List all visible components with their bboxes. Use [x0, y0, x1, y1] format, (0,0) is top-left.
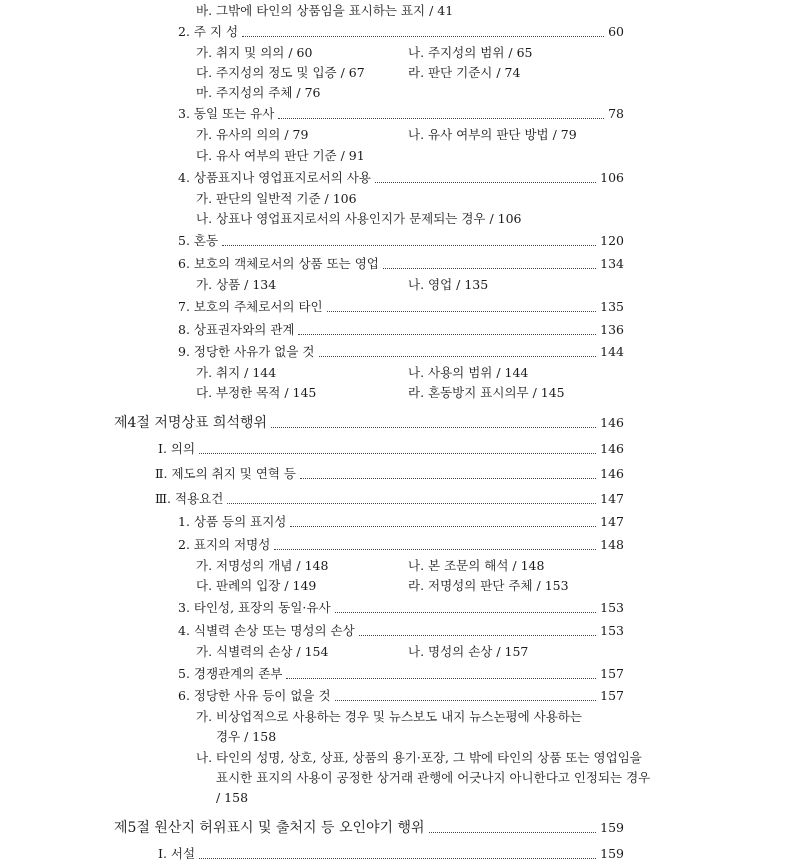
toc-entry-page: 60 — [608, 24, 624, 39]
toc-entry-label: Ⅰ. 서설 — [158, 846, 196, 861]
toc-entry-8[interactable] — [178, 319, 624, 340]
toc-entry-6[interactable] — [178, 253, 624, 274]
toc-entry-roman-3[interactable] — [155, 488, 624, 509]
toc-entry-label: 1. 상품 등의 표지성 — [178, 514, 287, 529]
toc-subitem: 나. 상표나 영업표지로서의 사용인지가 문제되는 경우 / 106 — [196, 211, 522, 226]
toc-entry-7[interactable] — [178, 296, 624, 317]
toc-subitem: 가. 상품 / 134 — [196, 277, 277, 292]
toc-entry-roman-1[interactable] — [158, 438, 624, 459]
toc-entry-4[interactable] — [178, 167, 624, 188]
leader-dots — [242, 35, 604, 37]
toc-subitem-cont: 경우 / 158 — [216, 729, 277, 744]
toc-entry-label: 6. 보호의 객체로서의 상품 또는 영업 — [178, 256, 379, 271]
toc-subitem: 가. 저명성의 개념 / 148 — [196, 558, 329, 573]
toc-entry-label: 9. 정당한 사유가 없을 것 — [178, 344, 315, 359]
toc-subitem: 가. 식별력의 손상 / 154 — [196, 644, 329, 659]
toc-subitem: 나. 타인의 성명, 상호, 상표, 상품의 용기·포장, 그 밖에 타인의 상품 또는 영업임을 — [196, 750, 642, 765]
leader-dots — [290, 525, 596, 527]
toc-subitem: 나. 영업 / 135 — [408, 277, 489, 292]
toc-entry-label: Ⅰ. 의의 — [158, 441, 196, 456]
toc-entry-label: 6. 정당한 사유 등이 없을 것 — [178, 688, 331, 703]
toc-entry-roman-2[interactable] — [155, 463, 624, 484]
toc-entry-label: 4. 상품표지나 영업표지로서의 사용 — [178, 170, 371, 185]
leader-dots — [199, 452, 596, 454]
toc-entry-4-2[interactable] — [178, 534, 624, 555]
toc-section-label: 제4절 저명상표 희석행위 — [114, 415, 268, 431]
toc-entry-label: 5. 경쟁관계의 존부 — [178, 666, 283, 681]
leader-dots — [227, 502, 596, 504]
toc-entry-page: 146 — [600, 466, 624, 481]
leader-dots — [222, 244, 596, 246]
toc-entry-page: 78 — [608, 106, 624, 121]
toc-entry-4-4[interactable] — [178, 620, 624, 641]
toc-subitem: 라. 혼동방지 표시의무 / 145 — [408, 385, 565, 400]
toc-subitem: 나. 본 조문의 해석 / 148 — [408, 558, 545, 573]
toc-entry-9[interactable] — [178, 341, 624, 362]
toc-subitem: 바. 그밖에 타인의 상품임을 표시하는 표지 / 41 — [196, 3, 454, 18]
leader-dots — [383, 267, 596, 269]
toc-entry-4-3[interactable] — [178, 597, 624, 618]
toc-entry-page: 153 — [600, 600, 624, 615]
toc-subitem: 다. 유사 여부의 판단 기준 / 91 — [196, 148, 365, 163]
toc-entry-label: 5. 혼동 — [178, 233, 219, 248]
toc-subitem: 가. 취지 / 144 — [196, 365, 277, 380]
leader-dots — [335, 699, 597, 701]
toc-entry-page: 135 — [600, 299, 624, 314]
toc-section-4[interactable] — [114, 412, 624, 433]
toc-subitem: 가. 판단의 일반적 기준 / 106 — [196, 191, 357, 206]
toc-subitem: 나. 주지성의 범위 / 65 — [408, 45, 533, 60]
leader-dots — [335, 611, 597, 613]
toc-subitem: 가. 유사의 의의 / 79 — [196, 127, 309, 142]
toc-subitem: 라. 판단 기준시 / 74 — [408, 65, 521, 80]
toc-entry-page: 147 — [600, 514, 624, 529]
toc-entry-label: 2. 주 지 성 — [178, 24, 239, 39]
leader-dots — [300, 477, 596, 479]
leader-dots — [286, 677, 596, 679]
toc-entry-label: 8. 상표권자와의 관계 — [178, 322, 295, 337]
leader-dots — [429, 831, 597, 833]
toc-entry-page: 148 — [600, 537, 624, 552]
toc-subitem: 다. 부정한 목적 / 145 — [196, 385, 317, 400]
toc-entry-page: 159 — [600, 846, 624, 861]
toc-subitem: 나. 유사 여부의 판단 방법 / 79 — [408, 127, 577, 142]
toc-entry-page: 159 — [600, 820, 624, 835]
toc-subitem: 나. 명성의 손상 / 157 — [408, 644, 529, 659]
leader-dots — [271, 426, 596, 428]
leader-dots — [274, 548, 596, 550]
toc-entry-page: 144 — [600, 344, 624, 359]
toc-entry-page: 157 — [600, 666, 624, 681]
toc-section-label: 제5절 원산지 허위표시 및 출처지 등 오인야기 행위 — [114, 820, 425, 836]
toc-subitem: 가. 비상업적으로 사용하는 경우 및 뉴스보도 내지 뉴스논평에 사용하는 — [196, 709, 582, 724]
toc-entry-label: 4. 식별력 손상 또는 명성의 손상 — [178, 623, 355, 638]
toc-entry-page: 136 — [600, 322, 624, 337]
leader-dots — [319, 355, 597, 357]
toc-subitem: 라. 저명성의 판단 주체 / 153 — [408, 578, 569, 593]
toc-entry-page: 147 — [600, 491, 624, 506]
toc-section-5[interactable] — [114, 817, 624, 838]
toc-entry-label: Ⅲ. 적용요건 — [155, 491, 224, 506]
toc-entry-page: 157 — [600, 688, 624, 703]
toc-entry-label: Ⅱ. 제도의 취지 및 연혁 등 — [155, 466, 297, 481]
leader-dots — [375, 181, 596, 183]
toc-subitem: 나. 사용의 범위 / 144 — [408, 365, 529, 380]
leader-dots — [298, 333, 596, 335]
toc-entry-4-5[interactable] — [178, 663, 624, 684]
toc-entry-3[interactable] — [178, 103, 624, 124]
toc-entry-page: 153 — [600, 623, 624, 638]
toc-entry-page: 134 — [600, 256, 624, 271]
toc-entry-label: 3. 동일 또는 유사 — [178, 106, 275, 121]
toc-entry-label: 2. 표지의 저명성 — [178, 537, 271, 552]
toc-entry-4-6[interactable] — [178, 685, 624, 706]
toc-entry-page: 120 — [600, 233, 624, 248]
toc-entry-label: 7. 보호의 주체로서의 타인 — [178, 299, 323, 314]
toc-subitem-cont: / 158 — [216, 790, 249, 805]
toc-entry-label: 3. 타인성, 표장의 동일·유사 — [178, 600, 331, 615]
toc-entry-4-1[interactable] — [178, 511, 624, 532]
toc-entry-page: 146 — [600, 441, 624, 456]
toc-entry-5[interactable] — [178, 230, 624, 251]
leader-dots — [327, 310, 597, 312]
toc-entry-page: 146 — [600, 415, 624, 430]
toc-subitem: 다. 판례의 입장 / 149 — [196, 578, 317, 593]
toc-subitem-cont: 표시한 표지의 사용이 공정한 상거래 관행에 어긋나지 아니한다고 인정되는 경우 — [216, 770, 651, 785]
leader-dots — [199, 857, 596, 859]
toc-entry-2[interactable] — [178, 21, 624, 42]
toc-entry-page: 106 — [600, 170, 624, 185]
leader-dots — [278, 117, 604, 119]
toc-entry-roman-1[interactable] — [158, 843, 624, 864]
leader-dots — [359, 634, 596, 636]
toc-subitem: 마. 주지성의 주체 / 76 — [196, 85, 321, 100]
toc-subitem: 가. 취지 및 의의 / 60 — [196, 45, 313, 60]
toc-subitem: 다. 주지성의 정도 및 입증 / 67 — [196, 65, 365, 80]
